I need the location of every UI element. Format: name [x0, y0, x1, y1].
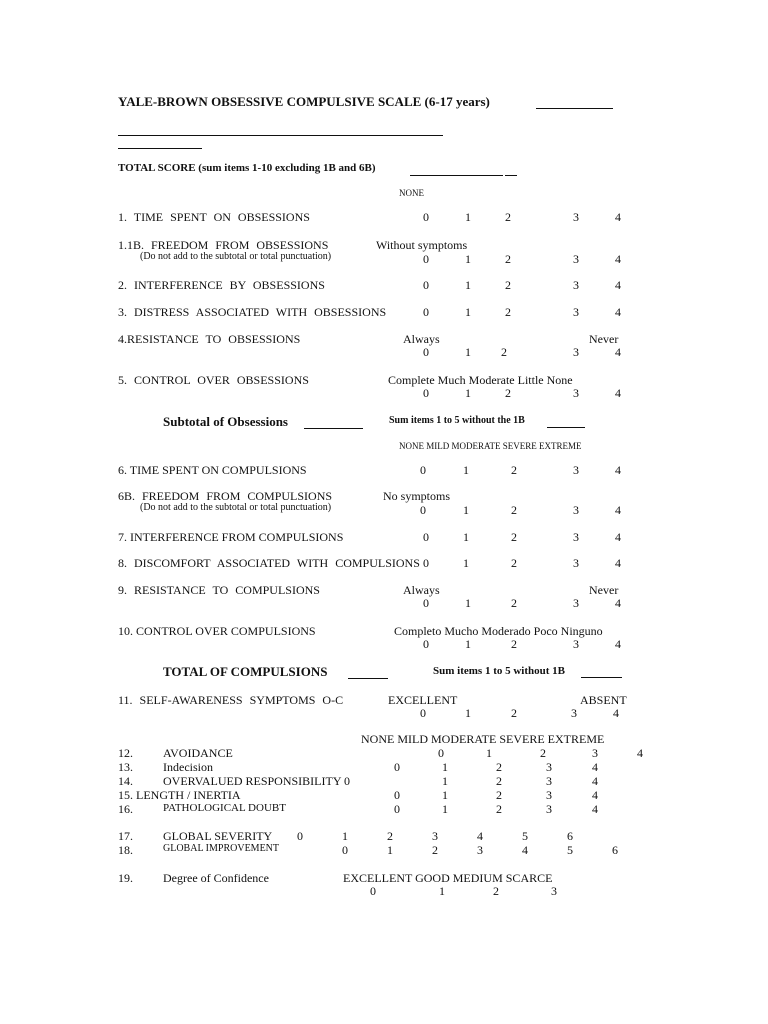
item-6-option-3[interactable]: 3: [573, 463, 579, 477]
col-header-none: NONE: [399, 188, 424, 198]
item-18-number: 18.: [118, 843, 133, 857]
item-9-anchor-right: Never: [589, 583, 619, 597]
item-19-number: 19.: [118, 871, 133, 885]
item-3-option-2[interactable]: 2: [505, 305, 511, 319]
item-2-option-3[interactable]: 3: [573, 278, 579, 292]
item-13-option-3[interactable]: 3: [546, 760, 552, 774]
item-4-option-4[interactable]: 4: [615, 345, 621, 359]
subtotal-obsessions-note: Sum items 1 to 5 without the 1B: [389, 415, 525, 426]
item-12-option-4[interactable]: 4: [637, 746, 643, 760]
item-15-option-4[interactable]: 4: [592, 788, 598, 802]
item-15-option-1[interactable]: 1: [442, 788, 448, 802]
item-7-label: 7. INTERFERENCE FROM COMPULSIONS: [118, 530, 344, 544]
item-3-label: 3. DISTRESS ASSOCIATED WITH OBSESSIONS: [118, 305, 387, 319]
item-15-label: 15. LENGTH / INERTIA: [118, 788, 241, 802]
item-17-option-6[interactable]: 6: [567, 829, 573, 843]
item-1-option-1[interactable]: 1: [465, 210, 471, 224]
item-8-label: 8. DISCOMFORT ASSOCIATED WITH COMPULSIONS: [118, 556, 420, 570]
item-16-option-2[interactable]: 2: [496, 802, 502, 816]
item-3-option-4[interactable]: 4: [615, 305, 621, 319]
item-4-option-0[interactable]: 0: [423, 345, 429, 359]
item-1-option-0[interactable]: 0: [423, 210, 429, 224]
item-1b-option-0[interactable]: 0: [423, 252, 429, 266]
total-score-label: TOTAL SCORE (sum items 1-10 excluding 1B and 6B): [118, 162, 376, 174]
item-8-option-0[interactable]: 0: [423, 556, 429, 570]
item-4-anchor-right: Never: [589, 332, 619, 346]
item-9-option-4[interactable]: 4: [615, 596, 621, 610]
item-4-label: 4.RESISTANCE TO OBSESSIONS: [118, 332, 301, 346]
item-11-label: 11. SELF-AWARENESS SYMPTOMS O-C: [118, 693, 344, 707]
item-18-option-5[interactable]: 5: [567, 843, 573, 857]
item-5-anchors: Complete Much Moderate Little None: [388, 373, 573, 387]
total-score-field[interactable]: [410, 175, 503, 176]
item-9-option-3[interactable]: 3: [573, 596, 579, 610]
subtotal-obsessions-field[interactable]: [304, 428, 363, 429]
item-3-option-0[interactable]: 0: [423, 305, 429, 319]
item-2-label: 2. INTERFERENCE BY OBSESSIONS: [118, 278, 325, 292]
item-16-option-3[interactable]: 3: [546, 802, 552, 816]
item-8-option-1[interactable]: 1: [463, 556, 469, 570]
item-17-option-3[interactable]: 3: [432, 829, 438, 843]
item-15-option-2[interactable]: 2: [496, 788, 502, 802]
item-6-label: 6. TIME SPENT ON COMPULSIONS: [118, 463, 307, 477]
item-7-option-1[interactable]: 1: [463, 530, 469, 544]
item-11-option-2[interactable]: 2: [511, 706, 517, 720]
item-18-option-4[interactable]: 4: [522, 843, 528, 857]
item-10-anchors: Completo Mucho Moderado Poco Ninguno: [394, 624, 603, 638]
item-9-option-1[interactable]: 1: [465, 596, 471, 610]
item-14-option-3[interactable]: 3: [546, 774, 552, 788]
item-3-option-3[interactable]: 3: [573, 305, 579, 319]
item-11-option-1[interactable]: 1: [465, 706, 471, 720]
item-1b-note: (Do not add to the subtotal or total punctuation): [140, 251, 332, 262]
item-6b-option-3[interactable]: 3: [573, 503, 579, 517]
item-2-option-1[interactable]: 1: [465, 278, 471, 292]
item-10-option-3[interactable]: 3: [573, 637, 579, 651]
col-header-severity: NONE MILD MODERATE SEVERE EXTREME: [399, 441, 582, 451]
item-12-option-0[interactable]: 0: [438, 746, 444, 760]
item-9-option-2[interactable]: 2: [511, 596, 517, 610]
item-1b-option-3[interactable]: 3: [573, 252, 579, 266]
item-6b-note: (Do not add to the subtotal or total punctuation): [140, 502, 332, 513]
item-6b-option-1[interactable]: 1: [463, 503, 469, 517]
item-16-option-1[interactable]: 1: [442, 802, 448, 816]
item-13-label: Indecision: [163, 760, 213, 774]
item-13-option-1[interactable]: 1: [442, 760, 448, 774]
item-6b-option-0[interactable]: 0: [420, 503, 426, 517]
name-field-line[interactable]: [118, 135, 443, 136]
item-4-anchor-left: Always: [403, 332, 440, 346]
item-18-label: GLOBAL IMPROVEMENT: [163, 843, 280, 854]
item-8-option-3[interactable]: 3: [573, 556, 579, 570]
item-19-option-2[interactable]: 2: [493, 884, 499, 898]
item-19-option-3[interactable]: 3: [551, 884, 557, 898]
item-5-option-0[interactable]: 0: [423, 386, 429, 400]
item-6-option-4[interactable]: 4: [615, 463, 621, 477]
item-19-anchors: EXCELLENT GOOD MEDIUM SCARCE: [343, 871, 553, 885]
item-10-option-4[interactable]: 4: [615, 637, 621, 651]
item-14-label: OVERVALUED RESPONSIBILITY 0: [163, 774, 351, 788]
item-14-number: 14.: [118, 774, 133, 788]
item-1-option-4[interactable]: 4: [615, 210, 621, 224]
item-6b-label: 6B. FREEDOM FROM COMPULSIONS: [118, 489, 333, 503]
item-17-option-4[interactable]: 4: [477, 829, 483, 843]
item-12-option-3[interactable]: 3: [592, 746, 598, 760]
item-6-option-2[interactable]: 2: [511, 463, 517, 477]
item-16-option-4[interactable]: 4: [592, 802, 598, 816]
form-title: YALE-BROWN OBSESSIVE COMPULSIVE SCALE (6-17 years): [118, 94, 490, 109]
item-17-option-1[interactable]: 1: [342, 829, 348, 843]
item-18-option-6[interactable]: 6: [612, 843, 618, 857]
item-12-option-2[interactable]: 2: [540, 746, 546, 760]
item-1-option-3[interactable]: 3: [573, 210, 579, 224]
item-4-option-2[interactable]: 2: [501, 345, 507, 359]
item-6-option-1[interactable]: 1: [463, 463, 469, 477]
item-7-option-4[interactable]: 4: [615, 530, 621, 544]
item-9-anchor-left: Always: [403, 583, 440, 597]
item-17-label: GLOBAL SEVERITY: [163, 829, 273, 843]
item-15-option-3[interactable]: 3: [546, 788, 552, 802]
item-11-anchor-left: EXCELLENT: [388, 693, 458, 707]
item-10-option-0[interactable]: 0: [423, 637, 429, 651]
item-6b-option-4[interactable]: 4: [615, 503, 621, 517]
item-12-option-1[interactable]: 1: [486, 746, 492, 760]
item-13-option-0[interactable]: 0: [394, 760, 400, 774]
item-4-option-3[interactable]: 3: [573, 345, 579, 359]
item-1-option-2[interactable]: 2: [505, 210, 511, 224]
item-16-number: 16.: [118, 802, 133, 816]
item-5-option-2[interactable]: 2: [505, 386, 511, 400]
item-11-option-4[interactable]: 4: [613, 706, 619, 720]
subtotal-obsessions-sum-field[interactable]: [547, 427, 585, 428]
item-14-option-4[interactable]: 4: [592, 774, 598, 788]
item-13-option-2[interactable]: 2: [496, 760, 502, 774]
item-14-option-1[interactable]: 1: [442, 774, 448, 788]
item-18-option-0[interactable]: 0: [342, 843, 348, 857]
item-11-option-0[interactable]: 0: [420, 706, 426, 720]
item-14-option-2[interactable]: 2: [496, 774, 502, 788]
total-compulsions-note: Sum items 1 to 5 without 1B: [433, 665, 566, 677]
item-5-option-4[interactable]: 4: [615, 386, 621, 400]
item-18-option-1[interactable]: 1: [387, 843, 393, 857]
total-score-field-end: [505, 175, 517, 176]
item-3-option-1[interactable]: 1: [465, 305, 471, 319]
item-10-option-1[interactable]: 1: [465, 637, 471, 651]
item-17-option-2[interactable]: 2: [387, 829, 393, 843]
date-field-line[interactable]: [118, 148, 202, 149]
item-4-option-1[interactable]: 1: [465, 345, 471, 359]
item-17-option-0[interactable]: 0: [297, 829, 303, 843]
subtotal-obsessions-label: Subtotal of Obsessions: [163, 414, 288, 429]
item-1b-option-4[interactable]: 4: [615, 252, 621, 266]
item-12-number: 12.: [118, 746, 133, 760]
item-5-option-3[interactable]: 3: [573, 386, 579, 400]
item-17-option-5[interactable]: 5: [522, 829, 528, 843]
item-16-option-0[interactable]: 0: [394, 802, 400, 816]
item-15-option-0[interactable]: 0: [394, 788, 400, 802]
item-8-option-2[interactable]: 2: [511, 556, 517, 570]
title-underline: [536, 108, 613, 109]
item-7-option-3[interactable]: 3: [573, 530, 579, 544]
item-11-anchor-right: ABSENT: [580, 693, 627, 707]
item-9-option-0[interactable]: 0: [423, 596, 429, 610]
item-2-option-4[interactable]: 4: [615, 278, 621, 292]
item-13-option-4[interactable]: 4: [592, 760, 598, 774]
item-13-number: 13.: [118, 760, 133, 774]
item-8-option-4[interactable]: 4: [615, 556, 621, 570]
item-6-option-0[interactable]: 0: [420, 463, 426, 477]
item-7-option-2[interactable]: 2: [511, 530, 517, 544]
item-6b-anchor: No symptoms: [383, 489, 451, 503]
item-2-option-0[interactable]: 0: [423, 278, 429, 292]
item-1b-anchor: Without symptoms: [376, 238, 468, 252]
item-19-option-1[interactable]: 1: [439, 884, 445, 898]
item-6b-option-2[interactable]: 2: [511, 503, 517, 517]
item-11-option-3[interactable]: 3: [571, 706, 577, 720]
item-7-option-0[interactable]: 0: [423, 530, 429, 544]
item-10-option-2[interactable]: 2: [511, 637, 517, 651]
total-compulsions-field[interactable]: [348, 678, 388, 679]
item-12-label: AVOIDANCE: [163, 746, 233, 760]
item-1b-option-1[interactable]: 1: [465, 252, 471, 266]
item-5-option-1[interactable]: 1: [465, 386, 471, 400]
item-9-label: 9. RESISTANCE TO COMPULSIONS: [118, 583, 320, 597]
item-2-option-2[interactable]: 2: [505, 278, 511, 292]
col-header-severity-2: NONE MILD MODERATE SEVERE EXTREME: [361, 732, 605, 746]
item-18-option-3[interactable]: 3: [477, 843, 483, 857]
item-18-option-2[interactable]: 2: [432, 843, 438, 857]
item-19-label: Degree of Confidence: [163, 871, 269, 885]
item-1-label: 1. TIME SPENT ON OBSESSIONS: [118, 210, 310, 224]
total-compulsions-label: TOTAL OF COMPULSIONS: [163, 664, 328, 679]
total-compulsions-sum-field[interactable]: [581, 677, 622, 678]
item-1b-option-2[interactable]: 2: [505, 252, 511, 266]
item-19-option-0[interactable]: 0: [370, 884, 376, 898]
item-1b-label: 1.1B. FREEDOM FROM OBSESSIONS: [118, 238, 329, 252]
item-10-label: 10. CONTROL OVER COMPULSIONS: [118, 624, 316, 638]
item-5-label: 5. CONTROL OVER OBSESSIONS: [118, 373, 309, 387]
item-17-number: 17.: [118, 829, 133, 843]
item-16-label: PATHOLOGICAL DOUBT: [163, 802, 286, 814]
